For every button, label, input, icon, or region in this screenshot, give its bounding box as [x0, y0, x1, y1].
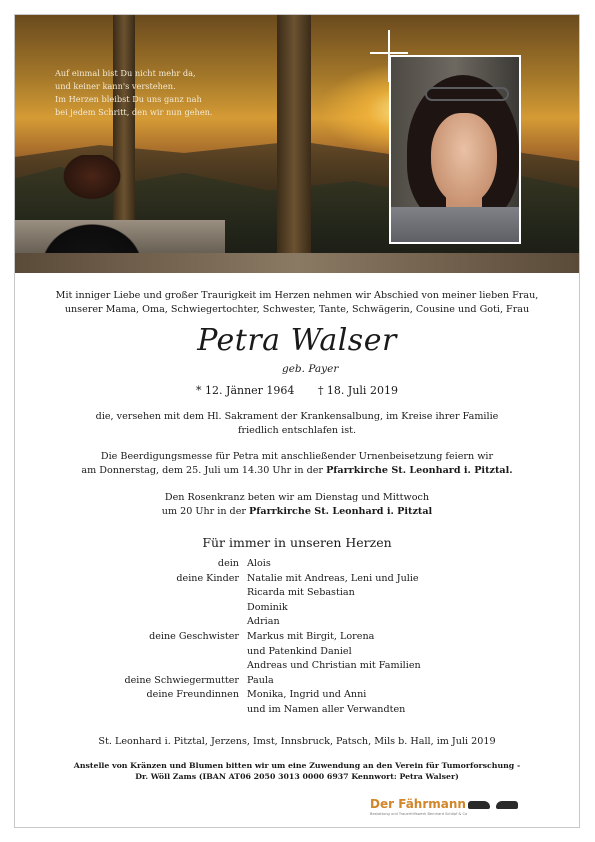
rosary-text	[15, 491, 579, 519]
sacrament-line: friedlich entschlafen ist.	[237, 425, 357, 436]
death-date: † 18. Juli 2019	[317, 384, 398, 397]
life-dates	[15, 384, 579, 397]
mourner-names: Natalie mit Andreas, Leni und Julie	[247, 572, 419, 584]
mourner-names: Alois	[247, 558, 271, 569]
mourner-names: Adrian	[247, 616, 280, 628]
intro-text	[15, 289, 579, 317]
mourner-names: Markus mit Birgit, Lorena	[247, 630, 375, 642]
portrait-glasses	[425, 87, 509, 101]
donation-line: Anstelle von Kränzen und Blumen bitten wir um eine Zuwendung an den Verein für Tumorforschung -	[73, 761, 521, 770]
mourner-row	[15, 586, 579, 601]
place-date: St. Leonhard i. Pitztal, Jerzens, Imst, Innsbruck, Patsch, Mils b. Hall, im Juli 2019	[98, 736, 496, 747]
mourner-names: Paula	[247, 674, 274, 686]
mourner-names: Ricarda mit Sebastian	[247, 587, 355, 599]
poem-text: Auf einmal bist Du nicht mehr da, und keiner kann's verstehen. Im Herzen bleibst Du uns ganz nah bei jedem Schritt, den wir nun gehen.	[55, 68, 213, 117]
funeral-home-logo	[370, 798, 570, 820]
mourner-row	[15, 572, 579, 587]
mourner-relation	[15, 615, 247, 630]
logo-tagline: Bestattung und Trauerhilfswerk Bernhard Schöpf & Co	[370, 812, 468, 816]
portrait-face	[431, 113, 497, 205]
mourner-row	[15, 645, 579, 660]
mourner-relation	[15, 703, 247, 718]
portrait-photo	[389, 55, 521, 244]
mourner-names: Dominik	[247, 601, 288, 613]
intro-line: unserer Mama, Oma, Schwiegertochter, Schwester, Tante, Schwägerin, Cousine und Goti, Frau	[64, 304, 530, 315]
mourner-row	[15, 615, 579, 630]
mourner-row	[15, 630, 579, 645]
portrait-shirt	[391, 207, 521, 244]
mourner-row	[15, 674, 579, 689]
rosary-church: Pfarrkirche St. Leonhard i. Pitztal	[249, 506, 433, 517]
funeral-mass-text	[15, 450, 579, 478]
birth-name: geb. Payer	[282, 363, 339, 375]
mourner-row	[15, 557, 579, 572]
mourner-names: Monika, Ingrid und Anni	[247, 689, 367, 701]
rosary-time: um 20 Uhr in der	[161, 506, 250, 517]
mass-line	[15, 464, 579, 478]
deceased-name: Petra Walser	[197, 323, 397, 358]
hearse-icon	[496, 801, 518, 809]
mourner-names: Andreas und Christian mit Familien	[247, 660, 421, 672]
mourner-names: und Patenkind Daniel	[247, 645, 352, 657]
cross-icon-bar	[370, 52, 408, 54]
mass-church: Pfarrkirche St. Leonhard i. Pitztal.	[326, 465, 513, 476]
mourner-relation	[15, 586, 247, 601]
mourner-relation	[15, 659, 247, 674]
mourner-relation	[15, 645, 247, 660]
mourner-row	[15, 659, 579, 674]
mourner-row	[15, 601, 579, 616]
mourners-list	[15, 557, 579, 718]
donation-line: Dr. Wöll Zams (IBAN AT06 2050 3013 0000 6937 Kennwort: Petra Walser)	[135, 772, 459, 781]
mourner-relation: deine Kinder	[176, 572, 239, 584]
donation-note	[15, 760, 579, 782]
sacrament-line: die, versehen mit dem Hl. Sakrament der Krankensalbung, im Kreise ihrer Familie	[95, 411, 499, 422]
forever-heading: Für immer in unseren Herzen	[202, 535, 392, 550]
porch-pillar	[277, 15, 311, 273]
sacrament-text	[15, 410, 579, 438]
hearse-icon	[468, 801, 490, 809]
mourner-row	[15, 703, 579, 718]
logo-brand: Der Fährmann	[370, 797, 466, 811]
mourner-row	[15, 688, 579, 703]
floor	[15, 253, 579, 273]
birth-date: * 12. Jänner 1964	[196, 384, 295, 397]
mourner-relation	[15, 601, 247, 616]
mass-line: Die Beerdigungsmesse für Petra mit anschließender Urnenbeisetzung feiern wir	[100, 451, 494, 462]
mourner-relation: dein	[217, 558, 239, 569]
mourner-names: und im Namen aller Verwandten	[247, 703, 406, 715]
intro-line: Mit inniger Liebe und großer Traurigkeit im Herzen nehmen wir Abschied von meiner lieben Frau,	[55, 290, 539, 301]
rosary-line	[15, 505, 579, 519]
mourner-relation: deine Freundinnen	[146, 689, 239, 701]
mass-time: am Donnerstag, dem 25. Juli um 14.30 Uhr in der	[81, 465, 327, 476]
rosary-line: Den Rosenkranz beten wir am Dienstag und Mittwoch	[164, 492, 430, 503]
mourner-relation: deine Geschwister	[149, 630, 239, 642]
mourner-relation: deine Schwiegermutter	[124, 674, 239, 686]
